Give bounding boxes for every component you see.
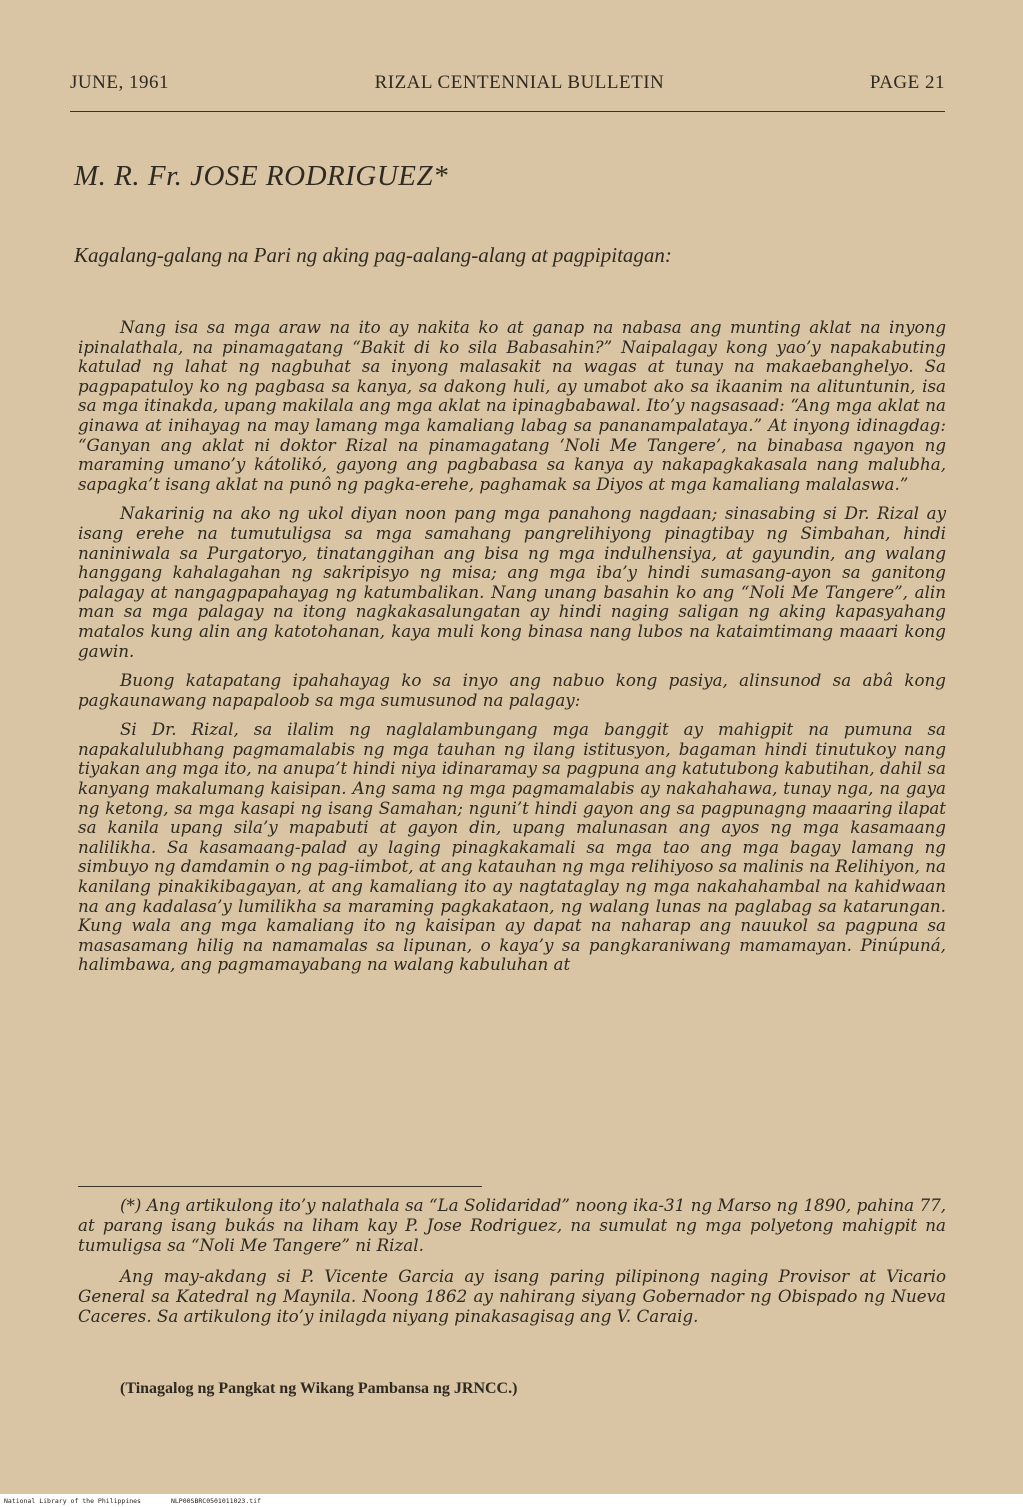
file-name: NLP00SBRC0501011023.tif	[170, 1496, 261, 1505]
paragraph: Nang isa sa mga araw na ito ay nakita ko at ganap na nabasa ang munting aklat na inyong ipinalathala, na pinamagatang “Bakit di ko sila Babasahin?” Naipalagay kong yao’y napakabuting katulad ng lahat ng nagbuhat sa inyong malasakit na wagas at tunay na makaebanghelyo. Sa pagpapatuloy ko ng pagbasa sa kanya, sa dakong huli, ay umabot ako sa ikaanim na alituntunin, isa sa mga itinakda, upang makilala ang mga aklat na ipinagbabawal. Ito’y nagsasaad: “Ang mga aklat na ginawa at inihayag na may lamang mga kamaliang labag sa pananampalataya.” At inyong idinagdag: “Ganyan ang aklat ni doktor Rizal na pinamagatang ‘Noli Me Tangere’, na binabasa ngayon ng maraming umano’y kátolikó, gayong ang pagbabasa sa kanya ay nakapagkakasala nang malubha, sapagka’t isang aklat na punô ng pagka-erehe, paghamak sa Diyos at mga kamaliang malalaswa.”	[78, 317, 946, 494]
salutation: Kagalang-galang na Pari ng aking pag-aalang-alang at pagpipitagan:	[74, 243, 672, 267]
scan-footer	[0, 1494, 1023, 1507]
paragraph: Buong katapatang ipahahayag ko sa inyo ang nabuo kong pasiya, alinsunod sa abâ kong pagkaunawang napapaloob sa mga sumusunod na palagay:	[78, 670, 946, 710]
footnote: Ang may-akdang si P. Vicente Garcia ay isang paring pilipinong naging Provisor at Vicario General sa Katedral ng Maynila. Noong 1862 ay nahirang siyang Gobernador ng Obispado ng Nueva Caceres. Sa artikulong ito’y inilagda niyang pinakasagisag ang V. Caraig.	[78, 1266, 946, 1326]
page-header	[70, 72, 945, 94]
footnotes	[78, 1196, 946, 1339]
page-number: PAGE 21	[869, 72, 945, 93]
translation-credit: (Tinagalog ng Pangkat ng Wikang Pambansa ng JRNCC.)	[120, 1380, 518, 1397]
header-rule	[70, 111, 945, 112]
paragraph: Nakarinig na ako ng ukol diyan noon pang mga panahong nagdaan; sinasabing si Dr. Rizal ay isang erehe na tumutuligsa sa mga samahang pangrelihiyong pinagtibay ng Simbahan, hindi naniniwala sa Purgatoryo, tinatanggihan ang bisa ng mga indulhensiya, at gayundin, ang walang hanggang kahalagahan ng sakripisyo ng misa; ang mga iba’y hindi sumasang-ayon sa ganitong palagay at nangagpapahayag ng katumbalikan. Nang unang basahin ko ang “Noli Me Tangere”, alin man sa mga palagay na itong nagkakasalungatan ay hindi naging saligan ng aking kapasyahang matalos kung alin ang katotohanan, kaya muli kong binasa nang lubos na kataimtimang maaari kong gawin.	[78, 503, 946, 661]
footnote-rule	[78, 1186, 482, 1187]
paragraph: Si Dr. Rizal, sa ilalim ng naglalambungang mga banggit ay mahigpit na pumuna sa napakalulubhang pagmamalabis ng mga tauhan ng ilang istitusyon, bagaman hindi tinutukoy nang tiyakan ang mga ito, na anupa’t hindi niya idinaramay sa pagpuna ang katutubong kabutihan, dahil sa kanyang makalumang kaisipan. Ang sama ng mga pagmamalabis ay nakahahawa, tunay nga, na gaya ng ketong, sa mga kasapi ng isang Samahan; nguni’t hindi gayon ang sa pagpunagng maaaring ilapat sa kanila upang sila’y mapabuti at gayon din, upang malunasan ang ayos ng mga kasamaang nalilikha. Sa kasamaang-palad ay laging pinagkakamali sa mga tao ang mga bagay lamang ng simbuyo ng damdamin o ng pag-iimbot, at ang katauhan ng mga relihiyoso sa malinis na Relihiyon, na kanilang pinakikibagayan, at ang kamaliang ito ay nagtataglay ng mga nakahahambal na kahidwaan na ang kadalasa’y lumilikha sa maraming pagkakataon, ng walang lunas na paglabag sa katarungan. Kung wala ang mga kamaliang ito ng kaisipan ay dapat na naharap ang nauukol sa pagpuna sa masasamang hilig na namamalas sa lipunan, o kaya’y sa pangkaraniwang mamamayan. Pinúpuná, halimbawa, ang pagmamayabang na walang kabuluhan at	[78, 719, 946, 975]
article-body	[78, 318, 946, 985]
article-title: M. R. Fr. JOSE RODRIGUEZ*	[74, 160, 449, 192]
library-name: National Library of the Philippines	[4, 1496, 141, 1505]
footnote: (*) Ang artikulong ito’y nalathala sa “La Solidaridad” noong ika-31 ng Marso ng 1890, pahina 77, at parang isang bukás na liham kay P. Jose Rodriguez, na sumulat ng mga polyetong mahigpit na tumuligsa sa “Noli Me Tangere” ni Rizal.	[78, 1195, 946, 1255]
issue-date: JUNE, 1961	[70, 72, 169, 93]
publication-title: RIZAL CENTENNIAL BULLETIN	[374, 72, 665, 93]
